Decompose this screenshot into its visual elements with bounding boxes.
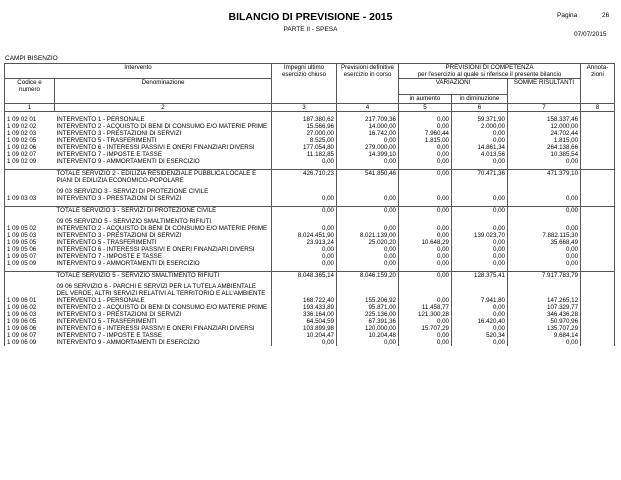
table-row [5, 339, 615, 346]
cell-c4: 67.391,36 [337, 318, 399, 325]
row-description: INTERVENTO 9 - AMMORTAMENTI DI ESERCIZIO [56, 260, 200, 267]
row-code [5, 283, 55, 297]
cell-annotazioni [581, 116, 615, 123]
row-code: 1 09 02 03 [5, 130, 55, 137]
cell-c4 [337, 218, 399, 225]
cell-c6: 0,00 [452, 158, 508, 165]
cell-c6: 0,00 [452, 253, 508, 260]
cell-c3: 336.164,00 [272, 311, 337, 318]
cell-c6: 0,00 [452, 325, 508, 332]
cell-annotazioni [581, 304, 615, 311]
row-code: 1 09 06 03 [5, 311, 55, 318]
cell-c5: 121.300,28 [399, 311, 452, 318]
cell-c5: 0,00 [399, 158, 452, 165]
entity-name: CAMPI BISENZIO [5, 55, 58, 62]
table-row [5, 332, 615, 339]
cell-c6: 139.023,70 [452, 232, 508, 239]
cell-c7: 346.436,28 [508, 311, 581, 318]
cell-c4: 217.709,36 [337, 116, 399, 123]
cell-c4: 0,00 [337, 246, 399, 253]
row-code: 1 09 02 07 [5, 151, 55, 158]
column-number: 7 [508, 104, 581, 112]
cell-annotazioni [581, 188, 615, 195]
cell-c6: 0,00 [452, 304, 508, 311]
cell-c6: 0,00 [452, 195, 508, 202]
cell-c5: 0,00 [399, 195, 452, 202]
cell-annotazioni [581, 318, 615, 325]
row-description: INTERVENTO 3 - PRESTAZIONI DI SERVIZI [56, 232, 182, 239]
cell-annotazioni [581, 170, 615, 185]
row-code: 1 09 06 07 [5, 332, 55, 339]
col-impegni: Impegni ultimo esercizio chiuso [272, 64, 337, 104]
cell-c7: 0,00 [508, 195, 581, 202]
table-row [5, 158, 615, 165]
row-description: INTERVENTO 2 - ACQUISTO DI BENI DI CONSUMO E/O MATERIE PRIME [56, 123, 268, 130]
table-row [5, 304, 615, 311]
cell-annotazioni [581, 158, 615, 165]
row-code [5, 207, 55, 215]
column-number: 6 [452, 104, 508, 112]
service-row [5, 283, 615, 297]
row-description: INTERVENTO 5 - TRASFERIMENTI [56, 239, 157, 246]
cell-c3 [272, 283, 337, 297]
cell-c6: 59.371,90 [452, 116, 508, 123]
cell-c7: 7.882.115,30 [508, 232, 581, 239]
cell-c3: 0,00 [272, 253, 337, 260]
cell-annotazioni [581, 246, 615, 253]
cell-c3: 15.566,96 [272, 123, 337, 130]
table-row [5, 297, 615, 304]
cell-c4: 95.871,00 [337, 304, 399, 311]
cell-annotazioni [581, 130, 615, 137]
cell-c3: 0,00 [272, 225, 337, 232]
cell-c5: 0,00 [399, 207, 452, 215]
cell-c3: 8.525,00 [272, 137, 337, 144]
table-row [5, 123, 615, 130]
report-title: BILANCIO DI PREVISIONE - 2015 [228, 11, 393, 23]
cell-annotazioni [581, 253, 615, 260]
cell-c6: 520,34 [452, 332, 508, 339]
cell-c5 [399, 218, 452, 225]
cell-annotazioni [581, 151, 615, 158]
cell-c4: 0,00 [337, 207, 399, 215]
cell-c4: 155.206,92 [337, 297, 399, 304]
row-code [5, 218, 55, 225]
table-row [5, 260, 615, 267]
cell-annotazioni [581, 144, 615, 151]
table-row [5, 239, 615, 246]
cell-c3: 8.048.365,14 [272, 272, 337, 280]
cell-c5: 1.815,00 [399, 137, 452, 144]
row-code: 1 09 02 01 [5, 116, 55, 123]
cell-c6: 16.420,40 [452, 318, 508, 325]
row-description: 09 06 SERVIZIO 6 - PARCHI E SERVIZI PER LA TUTELA AMBIENTALE DEL VERDE, ALTRI SERVIZI RELATIVI AL TERRITORIO E ALL'AMBIENTE [56, 283, 266, 297]
cell-c5 [399, 283, 452, 297]
cell-c7 [508, 188, 581, 195]
cell-c3: 0,00 [272, 260, 337, 267]
cell-c5: 15.707,29 [399, 325, 452, 332]
cell-annotazioni [581, 272, 615, 280]
row-code: 1 09 06 09 [5, 339, 55, 346]
row-description: INTERVENTO 9 - AMMORTAMENTI DI ESERCIZIO [56, 158, 200, 165]
row-code: 1 09 06 05 [5, 318, 55, 325]
row-code: 1 09 06 02 [5, 304, 55, 311]
cell-annotazioni [581, 339, 615, 346]
cell-c5: 10.648,29 [399, 239, 452, 246]
cell-c7: 50.970,96 [508, 318, 581, 325]
cell-c6: 0,00 [452, 311, 508, 318]
cell-c4: 0,00 [337, 339, 399, 346]
table-row [5, 225, 615, 232]
row-code: 1 09 03 03 [5, 195, 55, 202]
service-row [5, 188, 615, 195]
cell-c4: 14.399,10 [337, 151, 399, 158]
row-description: INTERVENTO 7 - IMPOSTE E TASSE [56, 332, 162, 339]
cell-annotazioni [581, 195, 615, 202]
row-description: INTERVENTO 3 - PRESTAZIONI DI SERVIZI [56, 195, 182, 202]
cell-c4 [337, 283, 399, 297]
cell-c3: 11.182,85 [272, 151, 337, 158]
cell-c4 [337, 188, 399, 195]
cell-c5: 0,00 [399, 297, 452, 304]
cell-c6 [452, 188, 508, 195]
cell-c5: 11.458,77 [399, 304, 452, 311]
col-codice: Codice e numero [5, 79, 55, 104]
col-denominazione: Denominazione [55, 79, 272, 104]
cell-annotazioni [581, 218, 615, 225]
cell-c7: 1.815,00 [508, 137, 581, 144]
table-row [5, 311, 615, 318]
cell-c7: 35.668,49 [508, 239, 581, 246]
cell-c7: 471.379,10 [508, 170, 581, 185]
cell-c3: 193.433,89 [272, 304, 337, 311]
cell-c4: 16.742,00 [337, 130, 399, 137]
row-code: 1 09 06 01 [5, 297, 55, 304]
cell-c4: 225.136,00 [337, 311, 399, 318]
row-description: INTERVENTO 2 - ACQUISTO DI BENI DI CONSUMO E/O MATERIE PRIME [56, 304, 268, 311]
budget-table [4, 63, 615, 346]
cell-c3: 23.913,24 [272, 239, 337, 246]
row-description: INTERVENTO 3 - PRESTAZIONI DI SERVIZI [56, 130, 182, 137]
competenza-title: PREVISIONI DI COMPETENZA [445, 64, 534, 71]
cell-c6: 0,00 [452, 207, 508, 215]
cell-c7: 0,00 [508, 207, 581, 215]
row-code: 1 09 05 07 [5, 253, 55, 260]
table-row [5, 253, 615, 260]
cell-c7: 24.702,44 [508, 130, 581, 137]
cell-c5: 0,00 [399, 339, 452, 346]
cell-c3: 187.380,62 [272, 116, 337, 123]
cell-c3: 426.710,23 [272, 170, 337, 185]
cell-c3: 10.204,47 [272, 332, 337, 339]
cell-c7 [508, 218, 581, 225]
table-row [5, 116, 615, 123]
table-row [5, 325, 615, 332]
cell-c7: 147.265,12 [508, 297, 581, 304]
cell-annotazioni [581, 297, 615, 304]
cell-c5: 0,00 [399, 318, 452, 325]
row-code: 1 09 05 03 [5, 232, 55, 239]
cell-annotazioni [581, 325, 615, 332]
row-description: 09 03 SERVIZIO 3 - SERVIZI DI PROTEZIONE CIVILE [56, 188, 209, 195]
cell-c5: 0,00 [399, 170, 452, 185]
report-subtitle: PARTE II - SPESA [283, 26, 338, 33]
column-number: 4 [337, 104, 399, 112]
row-description: INTERVENTO 7 - IMPOSTE E TASSE [56, 253, 162, 260]
cell-c5: 0,00 [399, 144, 452, 151]
cell-c7: 0,00 [508, 339, 581, 346]
cell-c5: 7.960,44 [399, 130, 452, 137]
col-previsioni: Previsioni definitive esercizio in corso [337, 64, 399, 104]
total-row [5, 170, 615, 185]
column-number: 5 [399, 104, 452, 112]
row-code: 1 09 02 02 [5, 123, 55, 130]
column-number: 2 [55, 104, 272, 112]
cell-annotazioni [581, 137, 615, 144]
row-description: INTERVENTO 1 - PERSONALE [56, 297, 145, 304]
cell-c3: 64.504,59 [272, 318, 337, 325]
cell-c4: 25.020,20 [337, 239, 399, 246]
row-description: INTERVENTO 6 - INTERESSI PASSIVI E ONERI FINANZIARI DIVERSI [56, 246, 255, 253]
cell-c5: 0,00 [399, 225, 452, 232]
cell-c6: 14.861,34 [452, 144, 508, 151]
cell-c6: 0,00 [452, 225, 508, 232]
cell-c7 [508, 283, 581, 297]
total-row [5, 207, 615, 215]
total-row [5, 272, 615, 280]
cell-c7: 9.684,14 [508, 332, 581, 339]
competenza-subtitle: per l'esercizio al quale si riferisce il presente bilancio [417, 71, 562, 78]
cell-annotazioni [581, 123, 615, 130]
col-annotazioni: Annota-zioni [581, 64, 615, 104]
cell-c4: 0,00 [337, 158, 399, 165]
row-code [5, 272, 55, 280]
row-code [5, 188, 55, 195]
cell-c3: 103.899,98 [272, 325, 337, 332]
page-number: 26 [602, 12, 610, 19]
row-description: TOTALE SERVIZIO 2 - EDILIZIA RESIDENZIALE PUBBLICA LOCALE E PIANI DI EDILIZIA ECONOMICO-POPOLARE [55, 170, 272, 185]
cell-c4: 0,00 [337, 225, 399, 232]
row-code: 1 09 02 09 [5, 158, 55, 165]
cell-c4: 0,00 [337, 253, 399, 260]
row-code: 1 09 06 06 [5, 325, 55, 332]
cell-c7: 0,00 [508, 260, 581, 267]
cell-c5: 0,00 [399, 116, 452, 123]
table-row [5, 144, 615, 151]
cell-c6: 0,00 [452, 130, 508, 137]
row-description: INTERVENTO 5 - TRASFERIMENTI [56, 137, 157, 144]
col-in-diminuzione: in diminuzione [452, 95, 508, 104]
cell-c7: 0,00 [508, 253, 581, 260]
cell-c6: 7.941,80 [452, 297, 508, 304]
row-description: TOTALE SERVIZIO 5 - SERVIZIO SMALTIMENTO RIFIUTI [55, 272, 272, 280]
cell-c6 [452, 218, 508, 225]
cell-annotazioni [581, 239, 615, 246]
cell-c3: 0,00 [272, 246, 337, 253]
row-description: TOTALE SERVIZIO 3 - SERVIZI DI PROTEZIONE CIVILE [55, 207, 272, 215]
cell-c5: 0,00 [399, 253, 452, 260]
row-code: 1 09 05 09 [5, 260, 55, 267]
cell-c4: 10.204,48 [337, 332, 399, 339]
cell-c4: 0,00 [337, 137, 399, 144]
row-code: 1 09 02 05 [5, 137, 55, 144]
cell-c7: 0,00 [508, 246, 581, 253]
cell-c7: 7.917.783,79 [508, 272, 581, 280]
row-description: INTERVENTO 3 - PRESTAZIONI DI SERVIZI [56, 311, 182, 318]
cell-c5: 0,00 [399, 332, 452, 339]
cell-annotazioni [581, 232, 615, 239]
cell-c4: 8.046.159,20 [337, 272, 399, 280]
cell-c7: 158.337,46 [508, 116, 581, 123]
row-description: INTERVENTO 2 - ACQUISTO DI BENI DI CONSUMO E/O MATERIE PRIME [56, 225, 268, 232]
cell-c4: 0,00 [337, 195, 399, 202]
cell-c3: 0,00 [272, 207, 337, 215]
col-variazioni: VARIAZIONI [399, 79, 508, 95]
cell-c7: 0,00 [508, 225, 581, 232]
table-row [5, 151, 615, 158]
cell-annotazioni [581, 225, 615, 232]
cell-c6: 4.013,56 [452, 151, 508, 158]
cell-c4: 541.850,46 [337, 170, 399, 185]
row-code: 1 09 05 06 [5, 246, 55, 253]
table-row [5, 318, 615, 325]
cell-c7: 264.138,66 [508, 144, 581, 151]
column-number: 1 [5, 104, 55, 112]
row-code [5, 170, 55, 185]
cell-c6 [452, 283, 508, 297]
row-code: 1 09 02 06 [5, 144, 55, 151]
col-competenza [399, 64, 581, 79]
cell-c5: 0,00 [399, 272, 452, 280]
cell-c7: 135.707,29 [508, 325, 581, 332]
column-number: 8 [581, 104, 615, 112]
cell-c3 [272, 188, 337, 195]
cell-c3: 8.024.451,90 [272, 232, 337, 239]
cell-c7: 10.385,54 [508, 151, 581, 158]
cell-c6: 0,00 [452, 260, 508, 267]
page-label: Pagina [557, 12, 578, 19]
col-in-aumento: in aumento [399, 95, 452, 104]
cell-c4: 120.000,00 [337, 325, 399, 332]
table-row [5, 195, 615, 202]
cell-c5: 0,00 [399, 232, 452, 239]
cell-c5 [399, 188, 452, 195]
cell-c3: 0,00 [272, 195, 337, 202]
row-code: 1 09 05 05 [5, 239, 55, 246]
cell-annotazioni [581, 260, 615, 267]
cell-c6: 70.471,36 [452, 170, 508, 185]
cell-c7: 107.329,77 [508, 304, 581, 311]
column-number: 3 [272, 104, 337, 112]
cell-c5: 0,00 [399, 246, 452, 253]
cell-c3: 27.000,00 [272, 130, 337, 137]
row-description: INTERVENTO 1 - PERSONALE [56, 116, 145, 123]
cell-c5: 0,00 [399, 123, 452, 130]
cell-c6: 128.375,41 [452, 272, 508, 280]
row-description: INTERVENTO 9 - AMMORTAMENTI DI ESERCIZIO [56, 339, 200, 346]
col-intervento: Intervento [5, 64, 272, 79]
cell-c5: 0,00 [399, 260, 452, 267]
cell-c3 [272, 218, 337, 225]
cell-c4: 14.000,00 [337, 123, 399, 130]
cell-c5: 0,00 [399, 151, 452, 158]
cell-c3: 168.722,40 [272, 297, 337, 304]
cell-c6: 0,00 [452, 246, 508, 253]
col-somme: SOMME RISULTANTI [508, 79, 581, 104]
row-description: INTERVENTO 6 - INTERESSI PASSIVI E ONERI FINANZIARI DIVERSI [56, 325, 255, 332]
cell-annotazioni [581, 311, 615, 318]
cell-c7: 12.000,00 [508, 123, 581, 130]
cell-c3: 0,00 [272, 339, 337, 346]
cell-c3: 177.054,80 [272, 144, 337, 151]
row-description: INTERVENTO 7 - IMPOSTE E TASSE [56, 151, 162, 158]
cell-c7: 0,00 [508, 158, 581, 165]
cell-c4: 279.000,00 [337, 144, 399, 151]
row-description: 09 05 SERVIZIO 5 - SERVIZIO SMALTIMENTO RIFIUTI [56, 218, 212, 225]
cell-c6: 0,00 [452, 339, 508, 346]
row-description: INTERVENTO 6 - INTERESSI PASSIVI E ONERI FINANZIARI DIVERSI [56, 144, 255, 151]
cell-annotazioni [581, 207, 615, 215]
cell-c3: 0,00 [272, 158, 337, 165]
table-row [5, 137, 615, 144]
table-row [5, 246, 615, 253]
row-code: 1 09 05 02 [5, 225, 55, 232]
cell-c6: 2.000,00 [452, 123, 508, 130]
cell-c4: 8.021.139,00 [337, 232, 399, 239]
cell-c6: 0,00 [452, 137, 508, 144]
cell-c4: 0,00 [337, 260, 399, 267]
row-description: INTERVENTO 5 - TRASFERIMENTI [56, 318, 157, 325]
report-date: 07/07/2015 [574, 31, 607, 38]
cell-annotazioni [581, 283, 615, 297]
cell-c6: 0,00 [452, 239, 508, 246]
service-row [5, 218, 615, 225]
table-row [5, 130, 615, 137]
table-row [5, 232, 615, 239]
cell-annotazioni [581, 332, 615, 339]
